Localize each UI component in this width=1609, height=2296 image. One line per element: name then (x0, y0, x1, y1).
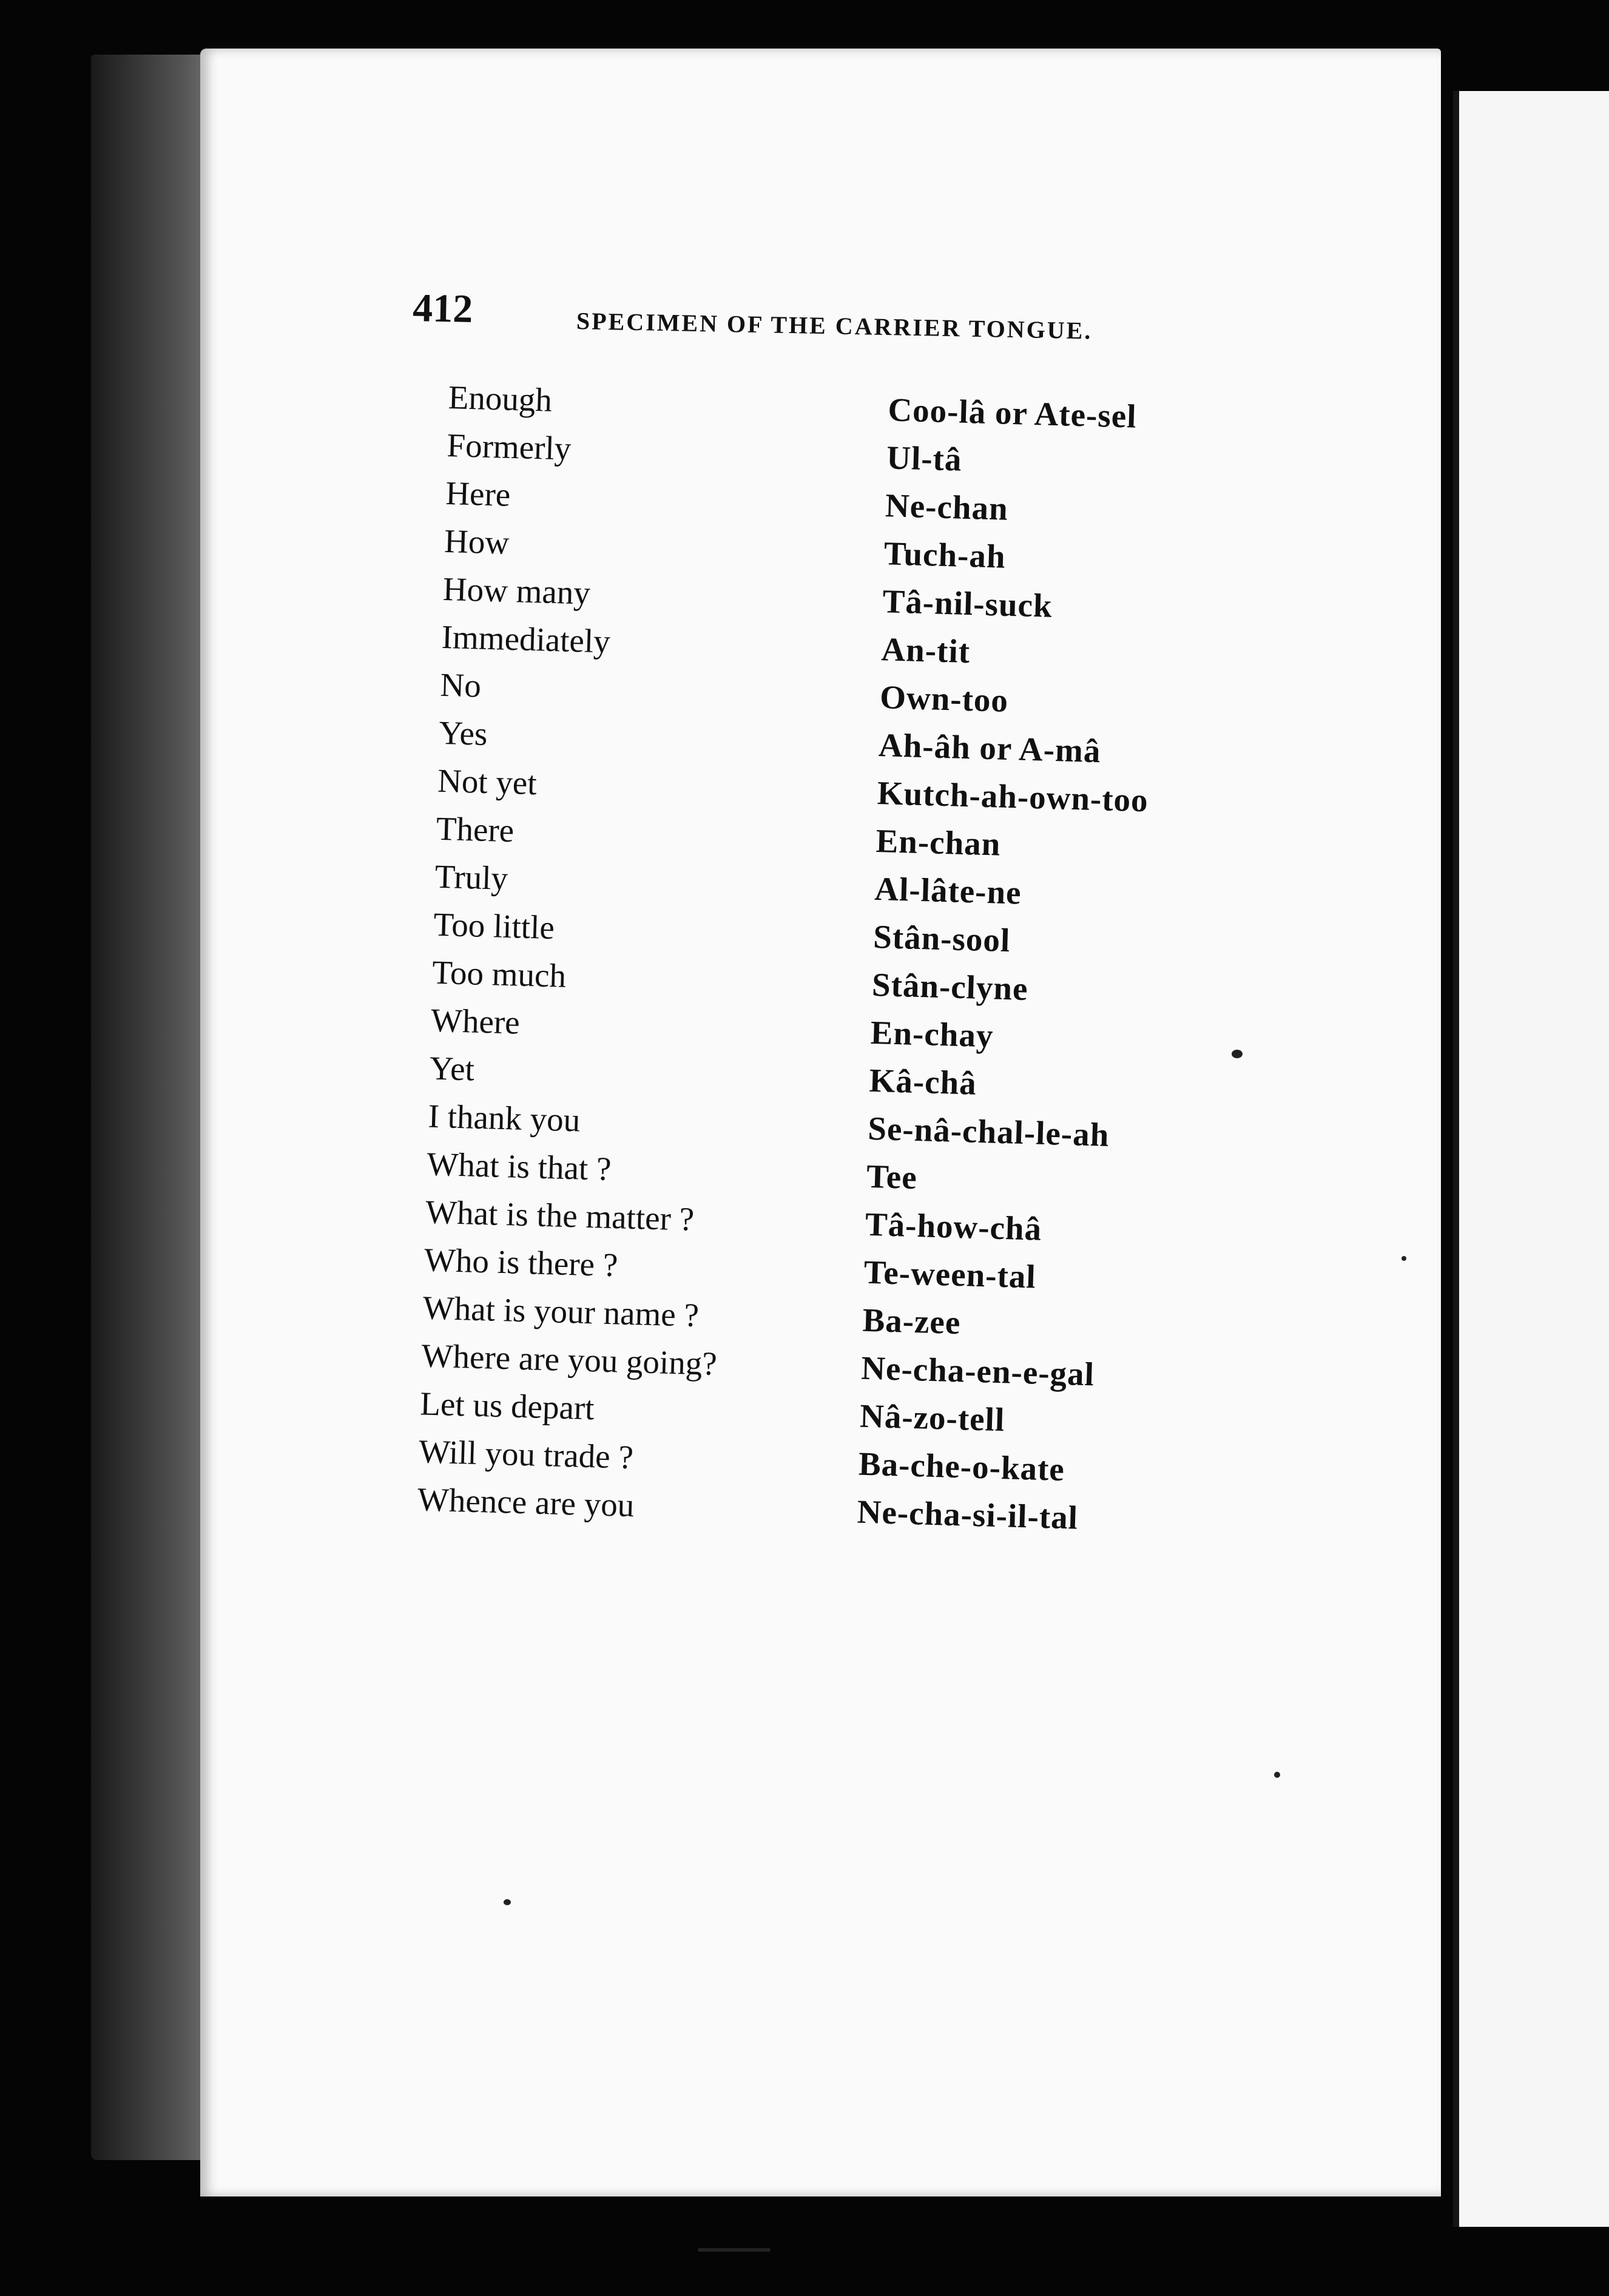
english-term: What is your name ? (422, 1289, 700, 1334)
carrier-term: Se-nâ-chal-le-ah (867, 1109, 1110, 1153)
english-term: Formerly (446, 426, 572, 467)
vocabulary-list (417, 373, 1237, 1545)
scan-speck (504, 1899, 511, 1905)
carrier-term: An-tit (880, 630, 971, 670)
carrier-term: Ba-zee (862, 1301, 962, 1342)
english-term: Too little (433, 905, 555, 947)
english-term: Yes (438, 714, 488, 752)
carrier-term: En-chan (875, 822, 1002, 863)
english-term: No (439, 666, 482, 704)
english-term: I thank you (427, 1097, 581, 1139)
english-term: Whence are you (417, 1481, 635, 1524)
carrier-term: Al-lâte-ne (874, 869, 1022, 911)
carrier-term: Tâ-how-châ (865, 1205, 1042, 1248)
english-term: Here (445, 474, 511, 513)
english-term: Enough (448, 378, 553, 419)
carrier-term: Stân-sool (872, 917, 1011, 959)
carrier-term: Ne-chan (885, 487, 1009, 527)
english-term: How many (442, 570, 591, 612)
carrier-term: Ne-cha-en-e-gal (860, 1349, 1095, 1393)
scan-speck (698, 2248, 771, 2252)
english-term: Where (430, 1001, 521, 1041)
scan-speck (1274, 1772, 1280, 1778)
carrier-term: Tâ-nil-suck (882, 582, 1053, 624)
scan-speck (1402, 1256, 1406, 1261)
carrier-term: Own-too (879, 678, 1009, 719)
carrier-term: Ul-tâ (886, 439, 963, 478)
book-spine-edge (91, 55, 206, 2160)
english-term: What is that ? (426, 1145, 612, 1187)
english-term: There (436, 809, 515, 849)
carrier-term: Ah-âh or A-mâ (878, 726, 1102, 770)
english-term: Immediately (441, 618, 611, 660)
carrier-term: Kâ-châ (868, 1061, 977, 1102)
carrier-term: Ba-che-o-kate (858, 1445, 1065, 1488)
english-term: Where are you going? (420, 1337, 718, 1382)
carrier-term: Coo-lâ or Ate-sel (887, 391, 1138, 435)
english-term: Who is there ? (423, 1241, 619, 1284)
english-term: Yet (429, 1049, 475, 1088)
carrier-term: Stân-clyne (871, 965, 1029, 1008)
carrier-term: Kutch-ah-own-too (877, 774, 1149, 819)
carrier-term: Nâ-zo-tell (859, 1397, 1006, 1439)
english-term: How (444, 522, 510, 561)
carrier-term: Tuch-ah (883, 535, 1007, 575)
english-term: Too much (431, 953, 567, 994)
english-term: Not yet (437, 761, 538, 802)
english-term: Will you trade ? (418, 1433, 634, 1476)
scan-speck (1232, 1050, 1243, 1058)
carrier-term: En-chay (870, 1013, 994, 1055)
page-number: 412 (412, 286, 474, 331)
english-term: Let us depart (419, 1385, 595, 1427)
carrier-term: Tee (866, 1157, 918, 1197)
carrier-term: Ne-cha-si-il-tal (857, 1493, 1079, 1536)
running-title: SPECIMEN OF THE CARRIER TONGUE. (576, 307, 1093, 345)
english-term: What is the matter ? (425, 1193, 695, 1238)
carrier-term: Te-ween-tal (863, 1253, 1037, 1295)
facing-page-edge (1453, 91, 1609, 2227)
english-term: Truly (434, 857, 508, 897)
